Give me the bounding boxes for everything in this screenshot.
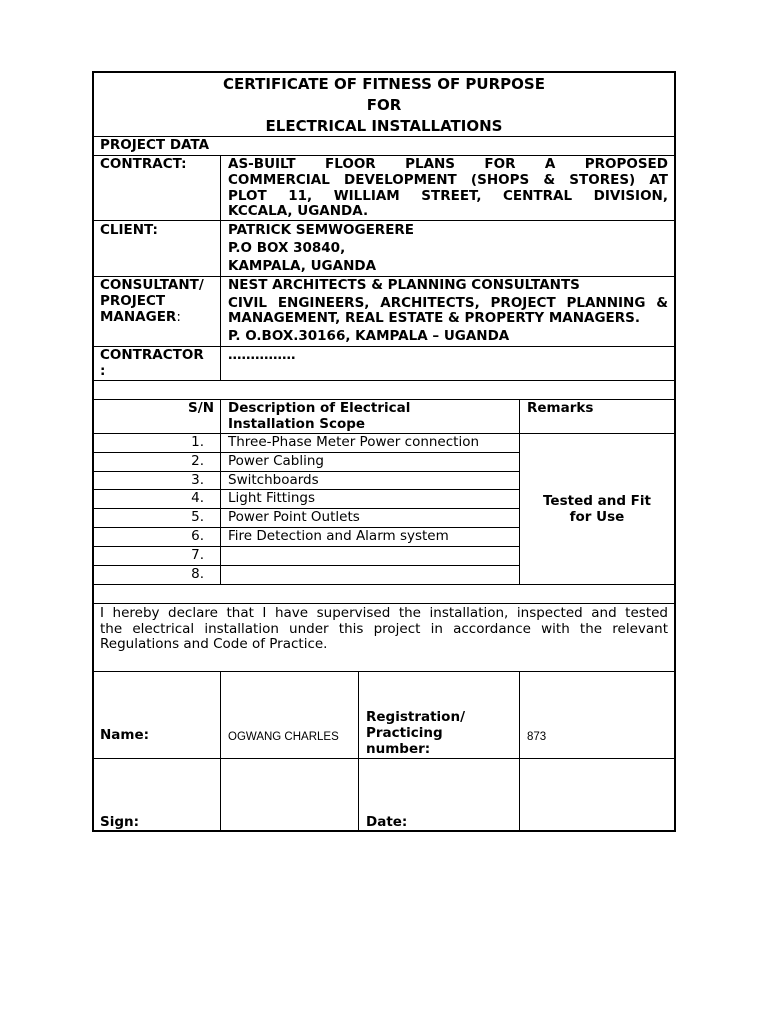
table-row-description: Switchboards (228, 472, 319, 488)
registration-label-1: Registration/ (366, 709, 465, 725)
registration-label-3: number: (366, 741, 431, 757)
divider (519, 671, 520, 830)
table-row-sn: 7. (191, 547, 204, 563)
certificate-title-line3: ELECTRICAL INSTALLATIONS (265, 117, 503, 135)
description-header-1: Description of Electrical (228, 400, 411, 416)
table-row-description: Power Point Outlets (228, 509, 360, 525)
name-value: OGWANG CHARLES (228, 731, 339, 743)
registration-label-2: Practicing (366, 725, 443, 741)
contractor-label-1: CONTRACTOR (100, 347, 204, 363)
consultant-label-1: CONSULTANT/ (100, 277, 204, 293)
consultant-name: NEST ARCHITECTS & PLANNING CONSULTANTS (228, 277, 580, 293)
declaration-line-2: the electrical installation under this project in accordance with the relevant (100, 621, 668, 637)
remarks-value-1: Tested and Fit (543, 493, 651, 509)
contract-label: CONTRACT: (100, 156, 187, 172)
project-data-label: PROJECT DATA (100, 137, 210, 153)
table-row-sn: 1. (191, 434, 204, 450)
certificate-form (92, 71, 676, 832)
consultant-label-3 (100, 309, 181, 325)
date-label: Date: (366, 814, 408, 830)
contractor-value: …………… (228, 347, 296, 363)
consultant-label-3-text: MANAGER (100, 309, 177, 325)
divider (358, 671, 359, 830)
consultant-label-2: PROJECT (100, 293, 166, 309)
consultant-services-2: MANAGEMENT, REAL ESTATE & PROPERTY MANAGERS. (228, 310, 641, 326)
divider (94, 671, 674, 672)
client-name: PATRICK SEMWOGERERE (228, 222, 415, 238)
table-row-sn: 4. (191, 490, 204, 506)
divider (94, 584, 674, 585)
divider (94, 603, 674, 604)
declaration-line-3: Regulations and Code of Practice. (100, 636, 328, 652)
contract-line-3: PLOT 11, WILLIAM STREET, CENTRAL DIVISION, (228, 188, 668, 204)
client-label: CLIENT: (100, 222, 158, 238)
contractor-label-2: : (100, 363, 106, 379)
certificate-title-line1: CERTIFICATE OF FITNESS OF PURPOSE (223, 75, 545, 93)
sign-label: Sign: (100, 814, 140, 830)
client-address: P.O BOX 30840, (228, 240, 346, 256)
table-row-sn: 8. (191, 566, 204, 582)
consultant-label-3-colon: : (176, 309, 181, 325)
table-row-description: Fire Detection and Alarm system (228, 528, 449, 544)
contract-line-1: AS-BUILT FLOOR PLANS FOR A PROPOSED (228, 156, 668, 172)
divider (220, 671, 221, 830)
registration-value: 873 (527, 731, 547, 743)
divider (94, 380, 674, 381)
divider (94, 758, 674, 759)
description-header-2: Installation Scope (228, 416, 366, 432)
contract-line-2: COMMERCIAL DEVELOPMENT (SHOPS & STORES) AT (228, 172, 668, 188)
client-city: KAMPALA, UGANDA (228, 258, 377, 274)
table-row-sn: 3. (191, 472, 204, 488)
certificate-title-line2: FOR (366, 96, 402, 114)
table-row-sn: 2. (191, 453, 204, 469)
contract-line-4: KCCALA, UGANDA. (228, 203, 369, 219)
table-row-description: Three-Phase Meter Power connection (228, 434, 480, 450)
table-row-description: Power Cabling (228, 453, 325, 469)
remarks-header: Remarks (527, 400, 594, 416)
divider (519, 399, 520, 584)
consultant-services-1: CIVIL ENGINEERS, ARCHITECTS, PROJECT PLANNING & (228, 295, 668, 311)
declaration-line-1: I hereby declare that I have supervised the installation, inspected and tested (100, 605, 668, 621)
table-row-description: Light Fittings (228, 490, 316, 506)
name-label: Name: (100, 727, 150, 743)
divider (220, 399, 221, 584)
table-row-sn: 5. (191, 509, 204, 525)
remarks-value-2: for Use (569, 509, 625, 525)
table-row-sn: 6. (191, 528, 204, 544)
divider (220, 155, 221, 380)
consultant-address: P. O.BOX.30166, KAMPALA – UGANDA (228, 328, 510, 344)
divider (94, 220, 674, 221)
sn-header: S/N (188, 400, 214, 416)
